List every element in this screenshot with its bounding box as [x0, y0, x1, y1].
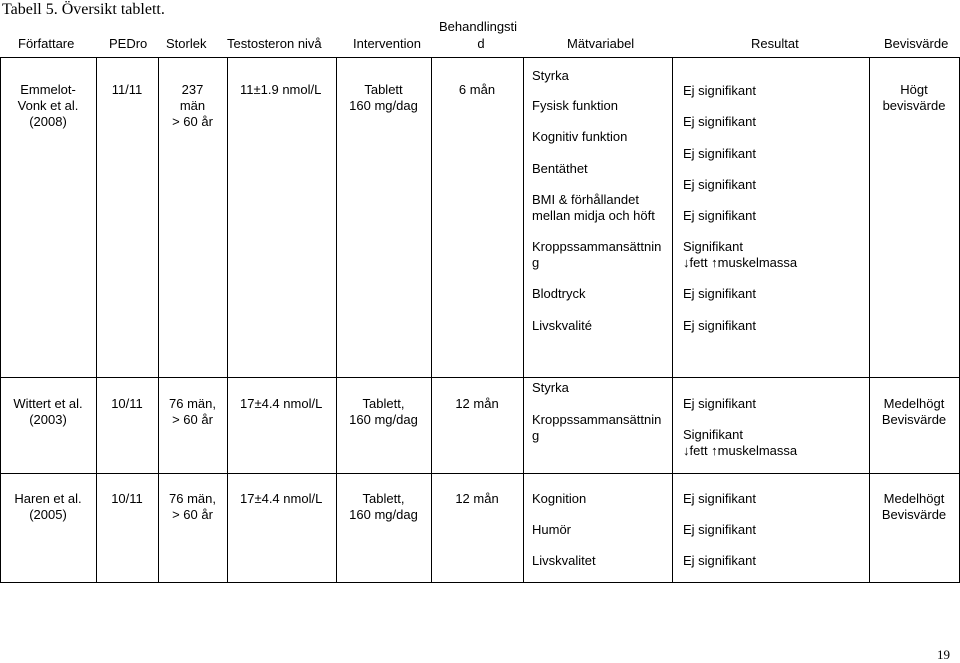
col-divider	[227, 57, 228, 583]
list-item: ↓fett ↑muskelmassa	[683, 443, 798, 458]
list-item: Bentäthet	[532, 161, 588, 176]
list-item: Signifikant	[683, 427, 743, 442]
list-item: Kroppssammansättnin	[532, 412, 662, 427]
col-divider	[523, 57, 524, 583]
cell-size: 76 män, > 60 år	[169, 396, 216, 427]
cell-size: 237 män > 60 år	[172, 82, 213, 129]
header-author: Författare	[18, 36, 75, 51]
list-item: Kognitiv funktion	[532, 129, 628, 144]
cell-size: 76 män, > 60 år	[169, 491, 216, 522]
header-duration-line2: d	[477, 36, 485, 51]
cell-duration: 6 mån	[458, 82, 496, 97]
rule-row1-bottom	[0, 377, 960, 378]
cell-author: Wittert et al. (2003)	[13, 396, 83, 427]
list-item: Ej signifikant	[683, 491, 756, 506]
header-intervention: Intervention	[353, 36, 421, 51]
list-item: ↓fett ↑muskelmassa	[683, 255, 798, 270]
header-outcome: Mätvariabel	[567, 36, 635, 51]
list-item: Livskvalitet	[532, 553, 596, 568]
cell-testosterone: 17±4.4 nmol/L	[240, 396, 323, 411]
list-item: g	[532, 428, 540, 443]
cell-evidence: Högt bevisvärde	[882, 82, 946, 113]
cell-author: Emmelot- Vonk et al. (2008)	[17, 82, 79, 129]
col-divider	[672, 57, 673, 583]
cell-intervention: Tablett, 160 mg/dag	[349, 491, 418, 522]
list-item: mellan midja och höft	[532, 208, 655, 223]
list-item: Ej signifikant	[683, 114, 756, 129]
list-item: Ej signifikant	[683, 286, 756, 301]
list-item: Ej signifikant	[683, 83, 756, 98]
list-item: Ej signifikant	[683, 177, 756, 192]
header-duration-line1: Behandlingsti	[439, 19, 518, 34]
list-item: g	[532, 255, 540, 270]
list-item: Ej signifikant	[683, 146, 756, 161]
cell-pedro: 10/11	[111, 396, 143, 411]
cell-intervention: Tablett 160 mg/dag	[349, 82, 418, 113]
header-pedro: PEDro	[109, 36, 148, 51]
rule-table-bottom	[0, 582, 960, 583]
cell-duration: 12 mån	[455, 491, 499, 506]
rule-row2-bottom	[0, 473, 960, 474]
list-item: Blodtryck	[532, 286, 586, 301]
list-item: Styrka	[532, 380, 569, 395]
list-item: Kognition	[532, 491, 587, 506]
list-item: Fysisk funktion	[532, 98, 618, 113]
cell-author: Haren et al. (2005)	[14, 491, 82, 522]
list-item: Ej signifikant	[683, 396, 756, 411]
cell-intervention: Tablett, 160 mg/dag	[349, 396, 418, 427]
header-size: Storlek	[166, 36, 207, 51]
list-item: Ej signifikant	[683, 318, 756, 333]
list-item: Ej signifikant	[683, 553, 756, 568]
list-item: Signifikant	[683, 239, 743, 254]
header-testosterone: Testosteron nivå	[227, 36, 322, 51]
cell-testosterone: 17±4.4 nmol/L	[240, 491, 323, 506]
list-item: Kroppssammansättnin	[532, 239, 662, 254]
list-item: Styrka	[532, 68, 569, 83]
table-caption: Tabell 5. Översikt tablett.	[2, 1, 165, 18]
cell-duration: 12 mån	[455, 396, 499, 411]
list-item: Ej signifikant	[683, 208, 756, 223]
cell-evidence: Medelhögt Bevisvärde	[881, 491, 947, 522]
header-result: Resultat	[751, 36, 799, 51]
list-item: Ej signifikant	[683, 522, 756, 537]
list-item: BMI & förhållandet	[532, 192, 639, 207]
list-item: Humör	[532, 522, 572, 537]
page-number: 19	[937, 647, 950, 662]
cell-evidence: Medelhögt Bevisvärde	[881, 396, 947, 427]
list-item: Livskvalité	[532, 318, 592, 333]
rule-header-bottom	[0, 57, 960, 58]
cell-pedro: 10/11	[111, 491, 143, 506]
cell-testosterone: 11±1.9 nmol/L	[240, 82, 322, 97]
cell-pedro: 11/11	[111, 82, 143, 97]
header-evidence: Bevisvärde	[884, 36, 949, 51]
